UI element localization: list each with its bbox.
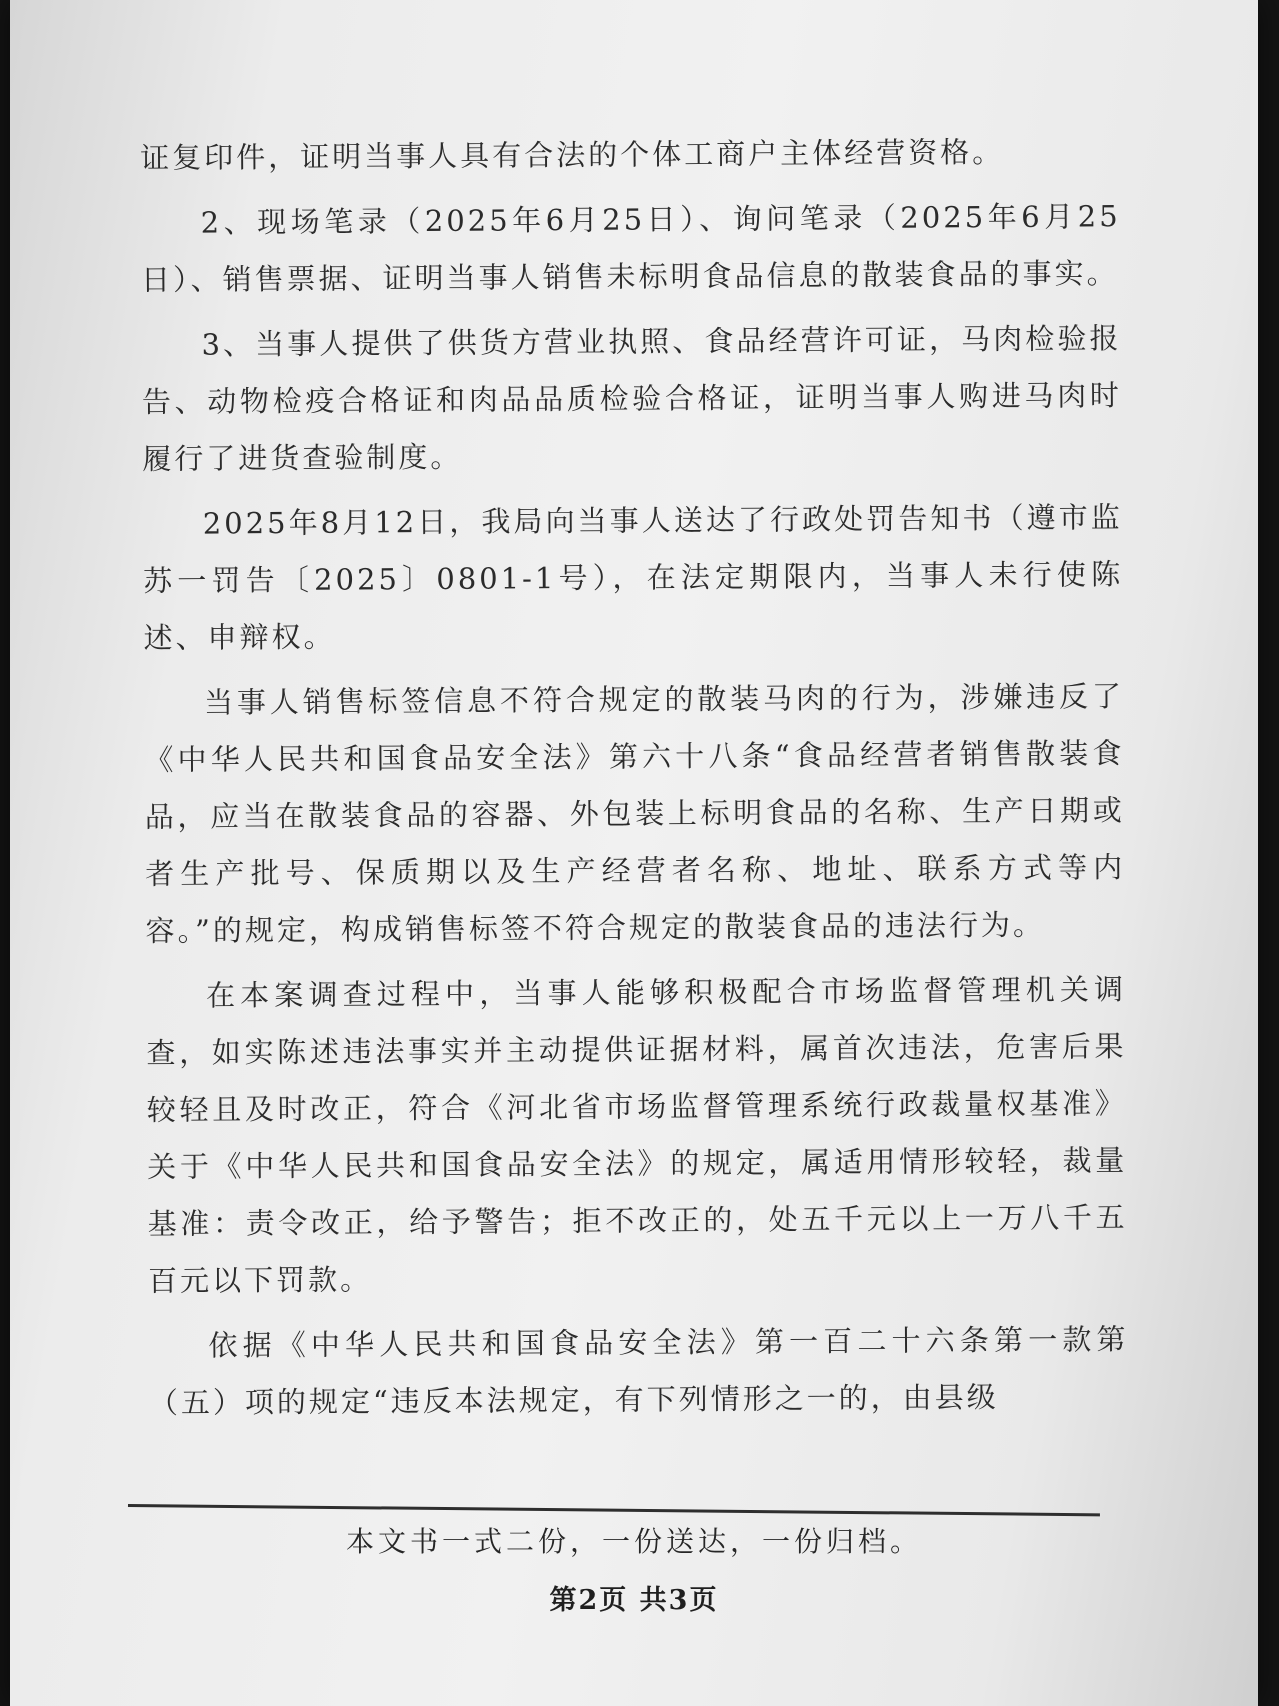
- paragraph-legal-basis: 依据《中华人民共和国食品安全法》第一百二十六条第一款第（五）项的规定“违反本法规定，有下列情形之一的，由县级: [148, 1322, 1129, 1420]
- document-page: [10, 0, 1258, 1706]
- paragraph-continuation: 证复印件，证明当事人具有合法的个体工商户主体经营资格。: [140, 134, 1005, 175]
- paragraph-evidence-2: 2、现场笔录（2025年6月25日）、询问笔录（2025年6月25日）、销售票据、证明当事人销售未标明食品信息的散装食品的事实。: [140, 199, 1121, 297]
- footer-note: 本文书一式二份，一份送达，一份归档。: [345, 1525, 922, 1558]
- paragraph-evidence-3: 3、当事人提供了供货方营业执照、食品经营许可证，马肉检验报告、动物检疫合格证和肉品品质检验合格证，证明当事人购进马肉时履行了进货查验制度。: [141, 321, 1122, 476]
- footer-divider: [128, 1504, 1100, 1516]
- document-body: [140, 123, 1129, 1440]
- paragraph-violation: 当事人销售标签信息不符合规定的散装马肉的行为，涉嫌违反了《中华人民共和国食品安全法》第六十八条“食品经营者销售散装食品，应当在散装食品的容器、外包装上标明食品的名称、生产日期或者生产批号、保质期以及生产经营者名称、地址、联系方式等内容。”的规定，构成销售标签不符合规定的散装食品的违法行为。: [144, 679, 1126, 948]
- page-number: 第2页 共3页: [549, 1585, 719, 1616]
- paragraph-notice: 2025年8月12日，我局向当事人送达了行政处罚告知书（遵市监苏一罚告〔2025〕0801-1号），在法定期限内，当事人未行使陈述、申辩权。: [143, 500, 1124, 655]
- paragraph-discretion: 在本案调查过程中，当事人能够积极配合市场监督管理机关调查，如实陈述违法事实并主动提供证据材料，属首次违法，危害后果较轻且及时改正，符合《河北省市场监督管理系统行政裁量权基准》关于《中华人民共和国食品安全法》的规定，属适用情形较轻，裁量基准：责令改正，给予警告；拒不改正的，处五千元以上一万八千五百元以下罚款。: [146, 972, 1128, 1298]
